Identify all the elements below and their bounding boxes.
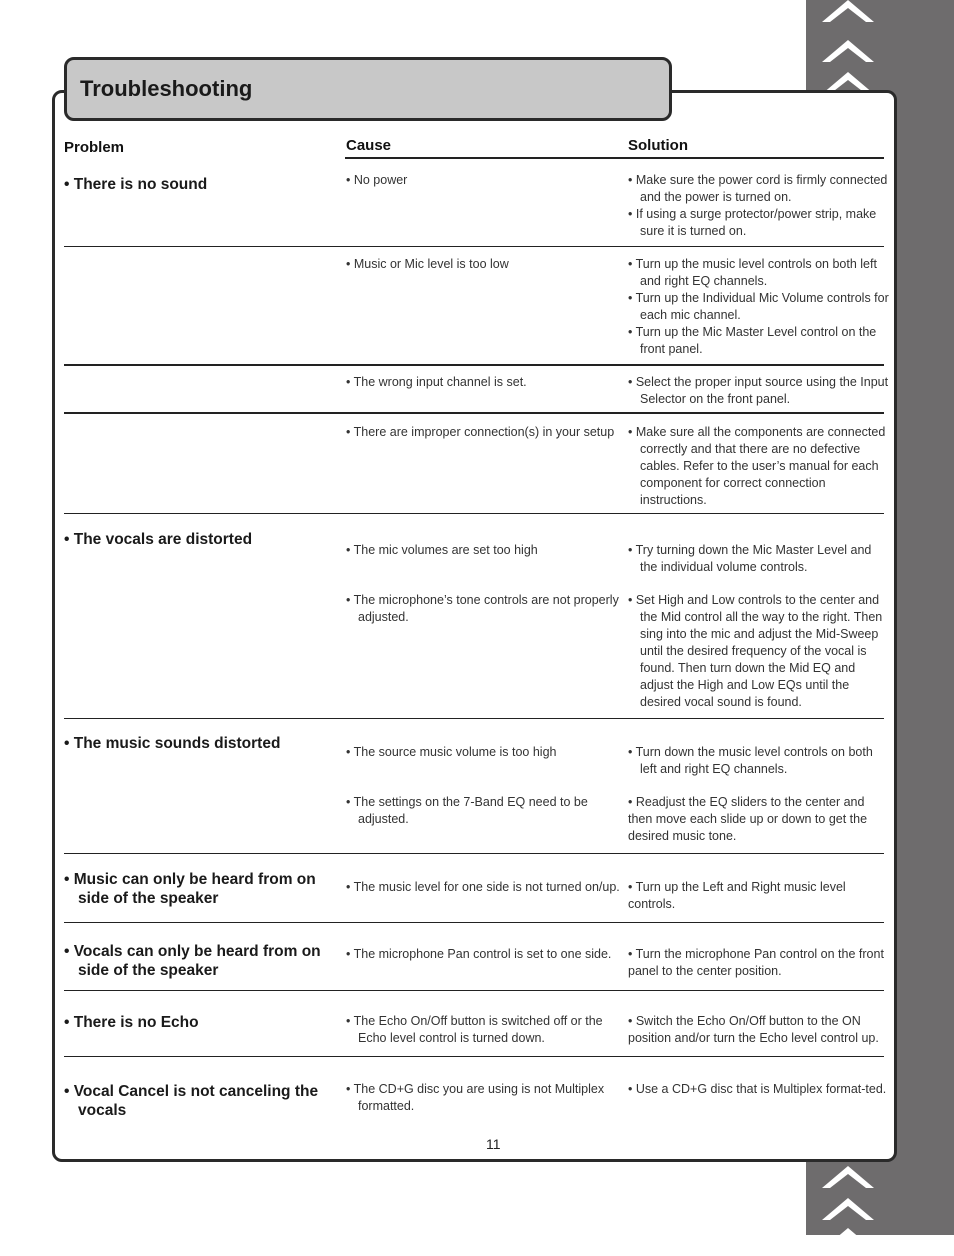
solution-text bbox=[628, 256, 890, 358]
problem-text: • The music sounds distorted bbox=[64, 735, 281, 752]
row-divider bbox=[64, 922, 884, 923]
row-divider bbox=[64, 513, 884, 514]
problem-text: • The vocals are distorted bbox=[64, 531, 253, 548]
solution-text bbox=[628, 424, 890, 509]
solution-item: • Make sure the power cord is firmly connected and the power is turned on. bbox=[628, 173, 888, 204]
chevron-up-icon bbox=[822, 1226, 874, 1256]
header-problem: Problem bbox=[64, 139, 125, 156]
solution-item: • Use a CD+G disc that is Multiplex format-ted. bbox=[628, 1082, 887, 1096]
solution-item: • Turn up the music level controls on both left and right EQ channels. bbox=[628, 257, 877, 288]
row-divider bbox=[64, 1056, 884, 1057]
cause-text: • The source music volume is too high bbox=[346, 745, 557, 759]
row-divider bbox=[64, 364, 884, 366]
problem-text: • Music can only be heard from on side of the speaker bbox=[64, 871, 316, 907]
chevron-up-icon bbox=[822, 1196, 874, 1226]
row-divider bbox=[64, 990, 884, 991]
solution-text bbox=[628, 172, 890, 240]
problem-text: • Vocal Cancel is not canceling the vocals bbox=[64, 1083, 319, 1119]
problem-text: • There is no Echo bbox=[64, 1014, 199, 1031]
cause-text: • The Echo On/Off button is switched off or the Echo level control is turned down. bbox=[346, 1014, 603, 1045]
header-cause: Cause bbox=[346, 137, 392, 154]
solution-text bbox=[628, 1013, 890, 1047]
solution-item: • Turn up the Left and Right music level controls. bbox=[628, 880, 846, 911]
cause-text: • The microphone Pan control is set to one side. bbox=[346, 947, 612, 961]
solution-item: • Turn up the Individual Mic Volume controls for each mic channel. bbox=[628, 291, 889, 322]
solution-item: • Turn up the Mic Master Level control on the front panel. bbox=[628, 325, 877, 356]
cause-text: • The wrong input channel is set. bbox=[346, 375, 527, 389]
solution-text bbox=[628, 744, 890, 778]
problem-text: • There is no sound bbox=[64, 176, 208, 193]
solution-item: • If using a surge protector/power strip, make sure it is turned on. bbox=[628, 207, 877, 238]
solution-item: • Switch the Echo On/Off button to the ON position and/or turn the Echo level control up. bbox=[628, 1014, 879, 1045]
page-title: Troubleshooting bbox=[80, 76, 253, 101]
row-divider bbox=[64, 412, 884, 414]
solution-text bbox=[628, 946, 890, 980]
cause-text: • The settings on the 7-Band EQ need to be adjusted. bbox=[346, 795, 588, 826]
solution-text bbox=[628, 374, 890, 408]
chevron-up-icon bbox=[822, 38, 874, 68]
header-rule bbox=[345, 157, 884, 159]
solution-item: • Readjust the EQ sliders to the center and then move each slide up or down to get the desired music tone. bbox=[628, 795, 868, 843]
cause-text: • The music level for one side is not turned on/up. bbox=[346, 880, 620, 894]
chevron-up-icon bbox=[822, 1164, 874, 1194]
solution-item: • Turn the microphone Pan control on the front panel to the center position. bbox=[628, 947, 884, 978]
row-divider bbox=[64, 853, 884, 854]
solution-text bbox=[628, 794, 890, 845]
cause-text: • Music or Mic level is too low bbox=[346, 257, 509, 271]
cause-text: • There are improper connection(s) in your setup bbox=[346, 425, 615, 439]
solution-text bbox=[628, 592, 890, 711]
solution-text bbox=[628, 542, 890, 576]
row-divider bbox=[64, 246, 884, 247]
cause-text: • The CD+G disc you are using is not Multiplex formatted. bbox=[346, 1082, 605, 1113]
cause-text: • The mic volumes are set too high bbox=[346, 543, 538, 557]
row-divider bbox=[64, 718, 884, 719]
solution-item: • Make sure all the components are connected correctly and that there are no defective cables. Refer to the user’s manual for each component for correct connection instructions. bbox=[628, 425, 886, 507]
cause-text: • The microphone’s tone controls are not properly adjusted. bbox=[346, 593, 619, 624]
solution-item: • Set High and Low controls to the center and the Mid control all the way to the right. Then sing into the mic and adjust the Mid-Sweep until the desired frequency of the vocal is found. Then turn down the Mid EQ and adjust the High and Low EQs until the desired vocal sound is found. bbox=[628, 593, 883, 709]
solution-item: • Try turning down the Mic Master Level and the individual volume controls. bbox=[628, 543, 872, 574]
cause-text: • No power bbox=[346, 173, 408, 187]
solution-item: • Turn down the music level controls on both left and right EQ channels. bbox=[628, 745, 873, 776]
problem-text: • Vocals can only be heard from on side of the speaker bbox=[64, 943, 321, 979]
page-number: 11 bbox=[486, 1136, 501, 1152]
solution-text bbox=[628, 1081, 890, 1098]
solution-item: • Select the proper input source using the Input Selector on the front panel. bbox=[628, 375, 889, 406]
solution-text bbox=[628, 879, 890, 913]
title-tab bbox=[64, 57, 672, 121]
header-solution: Solution bbox=[628, 137, 688, 154]
chevron-up-icon bbox=[822, 0, 874, 28]
